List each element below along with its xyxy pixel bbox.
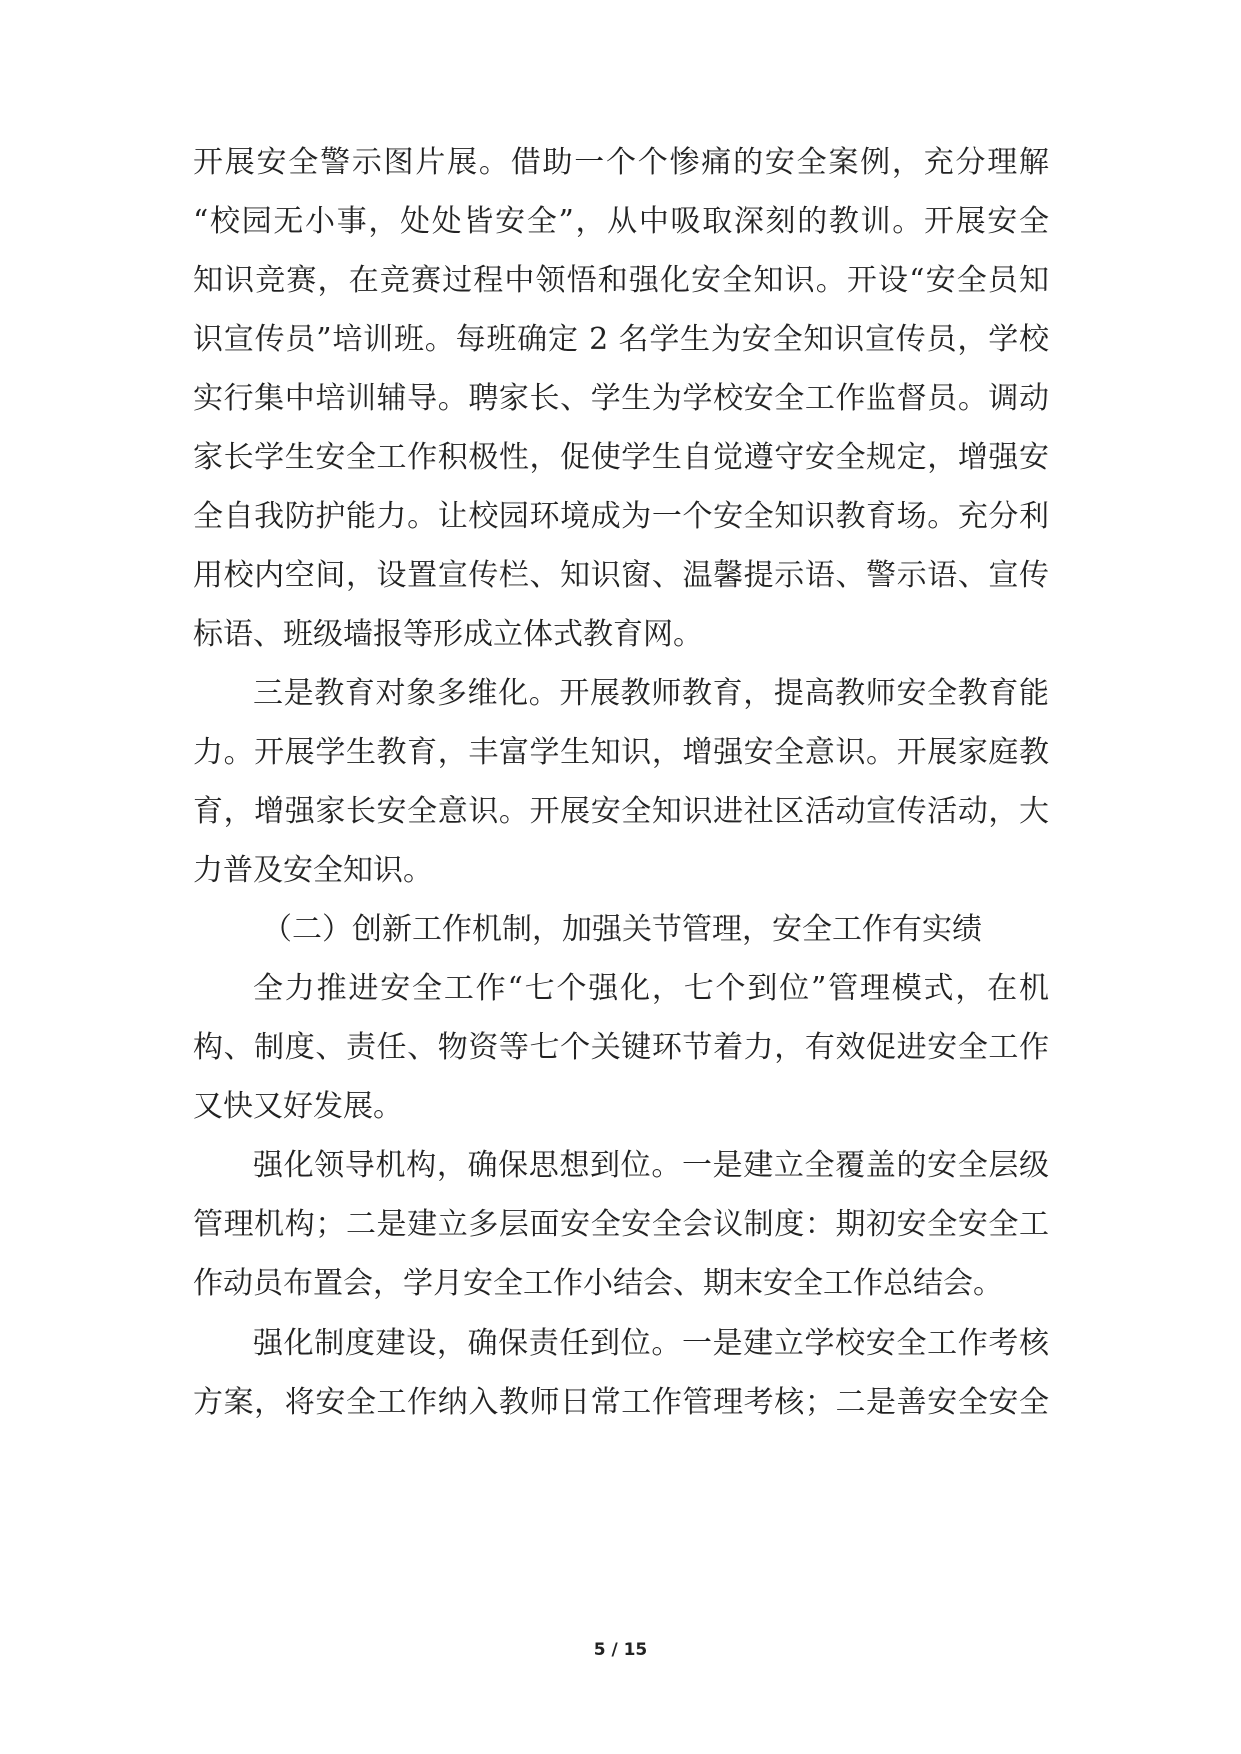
text-line: 开展安全警示图片展。借助一个个惨痛的安全案例，充分理解 bbox=[193, 145, 1049, 180]
text-line: 用校内空间，设置宣传栏、知识窗、温馨提示语、警示语、宣传 bbox=[193, 558, 1049, 593]
text-line: 作动员布置会，学月安全工作小结会、期末安全工作总结会。 bbox=[193, 1266, 1003, 1301]
text-line: 识宣传员”培训班。每班确定 2 名学生为安全知识宣传员，学校 bbox=[193, 322, 1049, 357]
text-line: 知识竞赛，在竞赛过程中领悟和强化安全知识。开设“安全员知 bbox=[193, 263, 1049, 298]
text-line: 力普及安全知识。 bbox=[193, 853, 433, 888]
text-line: 育，增强家长安全意识。开展安全知识进社区活动宣传活动，大 bbox=[193, 794, 1049, 829]
text-line: 全自我防护能力。让校园环境成为一个安全知识教育场。充分利 bbox=[193, 499, 1049, 534]
text-line: 力。开展学生教育，丰富学生知识，增强安全意识。开展家庭教 bbox=[193, 735, 1049, 770]
text-line: 又快又好发展。 bbox=[193, 1089, 403, 1124]
paragraph-start: 全力推进安全工作“七个强化，七个到位”管理模式，在机 bbox=[253, 971, 1049, 1006]
text-line: 标语、班级墙报等形成立体式教育网。 bbox=[193, 617, 703, 652]
text-line: 家长学生安全工作积极性，促使学生自觉遵守安全规定，增强安 bbox=[193, 440, 1049, 475]
paragraph-start: 强化领导机构，确保思想到位。一是建立全覆盖的安全层级 bbox=[253, 1148, 1049, 1183]
page-number: 5 / 15 bbox=[593, 1640, 648, 1660]
text-line: “校园无小事，处处皆安全”，从中吸取深刻的教训。开展安全 bbox=[193, 204, 1049, 239]
paragraph-start: 三是教育对象多维化。开展教师教育，提高教师安全教育能 bbox=[253, 676, 1049, 711]
text-line: 管理机构；二是建立多层面安全安全会议制度：期初安全安全工 bbox=[193, 1207, 1049, 1242]
text-line: 实行集中培训辅导。聘家长、学生为学校安全工作监督员。调动 bbox=[193, 381, 1049, 416]
text-line: 构、制度、责任、物资等七个关键环节着力，有效促进安全工作 bbox=[193, 1030, 1049, 1065]
text-line: 方案，将安全工作纳入教师日常工作管理考核；二是善安全安全 bbox=[193, 1385, 1049, 1420]
section-heading: （二）创新工作机制，加强关节管理，安全工作有实绩 bbox=[262, 912, 982, 947]
paragraph-start: 强化制度建设，确保责任到位。一是建立学校安全工作考核 bbox=[253, 1326, 1049, 1361]
